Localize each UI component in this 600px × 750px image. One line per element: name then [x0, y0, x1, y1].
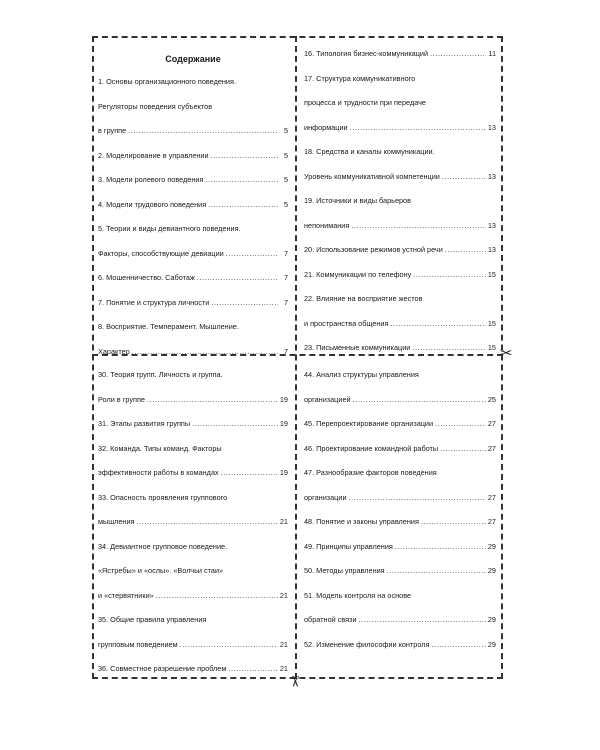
toc-page-number: 27: [487, 419, 496, 428]
toc-entry-text: 46. Проектирование командной работы: [304, 443, 439, 453]
toc-page-number: 13: [487, 245, 496, 254]
toc-entry: [98, 168, 288, 193]
dot-leader: [393, 535, 486, 560]
toc-entry: [98, 144, 288, 169]
toc-page-number: 25: [487, 394, 496, 404]
dot-leader: [385, 559, 486, 584]
dot-leader: [224, 242, 278, 267]
toc-entry-text: 52. Изменение философии контроля: [304, 639, 430, 649]
toc-entry: [304, 559, 496, 584]
toc-entry-text: 22. Влияние на восприятие жестов: [304, 294, 423, 303]
toc-page-number: 7: [283, 248, 288, 258]
toc-entry: [98, 217, 288, 266]
toc-page-number: 29: [487, 639, 496, 649]
toc-entry-text: 18. Средства и каналы коммуникации.: [304, 147, 435, 156]
toc-entry-text: 30. Теория групп. Личность и группа.: [98, 370, 223, 379]
toc-page-number: 15: [487, 269, 496, 279]
toc-page-number: 5: [283, 175, 288, 184]
toc-entry: [304, 535, 496, 560]
toc-page-number: 13: [487, 171, 496, 181]
toc-page-number: 15: [487, 343, 496, 352]
toc-entry-text: 44. Анализ структуры управления: [304, 370, 419, 379]
toc-heading: Содержание: [165, 54, 221, 64]
toc-entry-text: в группе: [98, 126, 127, 135]
toc-page-number: 5: [283, 126, 288, 135]
dot-leader: [154, 584, 278, 609]
toc-entry: [304, 437, 496, 462]
dot-leader: [388, 312, 486, 337]
toc-entry-text: 20. Использование режимов устной речи: [304, 245, 443, 254]
toc-page-number: 13: [487, 220, 496, 230]
toc-entry: [98, 291, 288, 316]
toc-entry: [98, 437, 288, 486]
toc-page-number: 27: [487, 492, 496, 502]
toc-entry-text: 36. Совместное разрешение проблем: [98, 664, 227, 673]
toc-entry: [98, 363, 288, 412]
toc-entry: [304, 336, 496, 361]
toc-entry: [304, 189, 496, 238]
toc-entry: [304, 461, 496, 510]
toc-entry-text: 16. Типология бизнес-коммуникаций: [304, 49, 429, 58]
dot-leader: [419, 510, 486, 535]
toc-entry-text: 23. Письменные коммуникации: [304, 343, 411, 352]
dot-leader: [351, 388, 486, 413]
toc-entry-text: непонимания: [304, 220, 350, 230]
toc-quadrant-top-left: [98, 42, 288, 364]
toc-entry: [98, 657, 288, 682]
toc-entry: [304, 140, 496, 189]
toc-entry-text: Роли в группе: [98, 394, 145, 404]
dot-leader: [209, 291, 278, 316]
dot-leader: [135, 510, 279, 535]
dot-leader: [349, 214, 486, 239]
toc-entry-text: 8. Восприятие. Темперамент. Мышление.: [98, 322, 239, 331]
toc-page-number: 21: [279, 639, 288, 649]
dot-leader: [126, 119, 278, 144]
dot-leader: [411, 263, 486, 288]
toc-entry-text: Уровень коммуникативной компетенции: [304, 171, 440, 181]
dot-leader: [429, 633, 486, 658]
toc-page-number: 11: [488, 49, 496, 58]
toc-entry: [98, 70, 288, 144]
toc-entry: [304, 287, 496, 336]
toc-entry-text: 48. Понятие и законы управления: [304, 517, 419, 526]
toc-page-number: 19: [279, 468, 288, 477]
toc-quadrant-top-right: [304, 42, 496, 361]
toc-entry-text: 1. Основы организационного поведения.: [98, 77, 236, 86]
toc-page-number: 5: [283, 150, 288, 160]
toc-entry: [304, 584, 496, 633]
vertical-cut-line: [295, 36, 297, 679]
toc-page-number: 21: [279, 664, 288, 673]
dot-leader: [410, 336, 486, 361]
dot-leader: [178, 633, 278, 658]
toc-entry-text: 21. Коммуникации по телефону: [304, 269, 412, 279]
toc-entry-text: процесса и трудности при передаче: [304, 98, 426, 107]
toc-entry-text: 31. Этапы развития группы: [98, 419, 191, 428]
toc-quadrant-bottom-left: [98, 363, 288, 682]
toc-page-number: 19: [279, 394, 288, 404]
toc-entry-text: эффективности работы в командах: [98, 468, 219, 477]
toc-page-number: 7: [283, 346, 288, 356]
toc-page-number: 21: [279, 590, 288, 600]
toc-entry: [304, 363, 496, 412]
toc-page-number: 27: [487, 517, 496, 526]
toc-entry-text: 50. Методы управления: [304, 566, 385, 575]
toc-quadrant-bottom-right: [304, 363, 496, 657]
toc-entry-text: и «стервятники»: [98, 590, 154, 600]
dot-leader: [130, 340, 278, 365]
toc-entry: [98, 412, 288, 437]
toc-entry-text: обратной связи: [304, 615, 357, 624]
dot-leader: [206, 193, 278, 218]
dot-leader: [195, 266, 278, 291]
dot-leader: [190, 412, 278, 437]
dot-leader: [438, 437, 486, 462]
toc-page-number: 27: [487, 443, 496, 453]
toc-entry-text: 17. Структура коммуникативного: [304, 73, 416, 83]
toc-entry-text: 3. Модели ролевого поведения: [98, 175, 204, 184]
toc-page-number: 7: [283, 297, 288, 307]
dot-leader: [428, 42, 486, 67]
toc-entry-text: мышления: [98, 517, 135, 526]
dot-leader: [145, 388, 278, 413]
toc-page-number: 19: [279, 419, 288, 428]
toc-entry-text: 51. Модель контроля на основе: [304, 590, 412, 600]
toc-page-number: 15: [487, 318, 496, 328]
toc-entry-text: 34. Девиантное групповое поведение.: [98, 541, 228, 551]
toc-entry: [98, 608, 288, 657]
dot-leader: [226, 657, 278, 682]
toc-entry-text: 4. Модели трудового поведения: [98, 199, 207, 209]
toc-entry-text: 47. Разнообразие факторов поведения: [304, 468, 437, 477]
toc-entry: [98, 315, 288, 364]
dot-leader: [209, 144, 278, 169]
toc-entry: [304, 263, 496, 288]
toc-entry-text: 33. Опасность проявления группового: [98, 492, 228, 502]
toc-page-number: 29: [487, 566, 496, 575]
toc-entry-text: 19. Источники и виды барьеров: [304, 196, 411, 205]
toc-page-number: 29: [487, 541, 496, 551]
toc-entry: [98, 535, 288, 609]
toc-entry-text: групповым поведением: [98, 639, 178, 649]
dot-leader: [440, 165, 486, 190]
toc-entry-text: 6. Мошенничество. Саботаж: [98, 273, 195, 282]
dot-leader: [347, 486, 486, 511]
toc-entry-text: 32. Команда. Типы команд. Факторы: [98, 443, 222, 453]
toc-entry-text: Факторы, способствующие девиации: [98, 248, 224, 258]
toc-page-number: 5: [283, 199, 288, 209]
toc-entry: [304, 412, 496, 437]
toc-entry-text: 2. Моделирование в управлении: [98, 150, 209, 160]
toc-entry-text: 5. Теории и виды девиантного поведения.: [98, 224, 241, 233]
dot-leader: [203, 168, 278, 193]
toc-entry-text: Характер: [98, 346, 130, 356]
toc-entry-text: 49. Принципы управления: [304, 541, 393, 551]
toc-entry-text: информации: [304, 122, 348, 132]
scissors-icon: ✂: [285, 675, 303, 688]
scissors-icon: ✂: [500, 345, 513, 362]
toc-entry: [304, 42, 496, 67]
toc-page-number: 29: [487, 615, 496, 624]
toc-entry-text: и пространства общения: [304, 318, 389, 328]
toc-entry: [98, 486, 288, 535]
toc-page-number: 13: [487, 122, 496, 132]
toc-page-number: 21: [279, 517, 288, 526]
dot-leader: [219, 461, 278, 486]
dot-leader: [433, 412, 486, 437]
toc-entry: [304, 510, 496, 535]
toc-entry-text: Регуляторы поведения субъектов: [98, 101, 213, 111]
toc-entry-text: 7. Понятие и структура личности: [98, 297, 210, 307]
dot-leader: [443, 238, 486, 263]
toc-entry-text: организации: [304, 492, 347, 502]
toc-entry: [98, 193, 288, 218]
toc-page-number: 7: [283, 273, 288, 282]
toc-entry-text: 35. Общие правила управления: [98, 615, 207, 624]
toc-entry: [304, 238, 496, 263]
toc-entry: [304, 67, 496, 141]
toc-entry-text: 45. Перепроектирование организации: [304, 419, 434, 428]
toc-entry-text: организацией: [304, 394, 351, 404]
dot-leader: [357, 608, 486, 633]
toc-entry-text: «Ястребы» и «ослы». «Волчьи стаи»: [98, 566, 224, 575]
toc-entry: [98, 266, 288, 291]
toc-entry: [304, 633, 496, 658]
dot-leader: [348, 116, 486, 141]
